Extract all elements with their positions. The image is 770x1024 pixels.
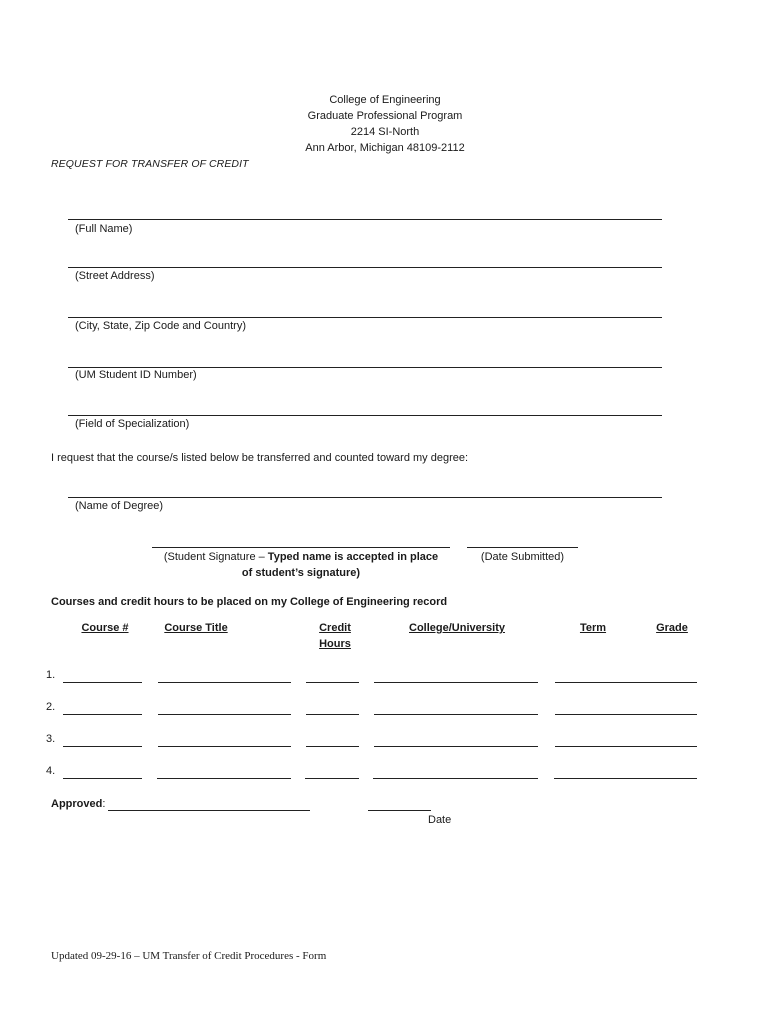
header-address: 2214 SI-North — [350, 126, 420, 138]
signature-label-bold: Typed name is accepted in place — [267, 551, 439, 563]
degree-field[interactable] — [68, 497, 662, 498]
row1-credit-hours[interactable] — [306, 682, 359, 683]
row2-course-number[interactable] — [63, 714, 142, 715]
signature-label — [152, 549, 450, 581]
row3-term-grade[interactable] — [555, 746, 697, 747]
row4-term-grade[interactable] — [554, 778, 697, 779]
row3-credit-hours[interactable] — [306, 746, 359, 747]
col-credit-label: Credit — [319, 622, 351, 634]
signature-label-prefix: (Student Signature – — [163, 551, 268, 563]
full-name-field[interactable] — [68, 219, 662, 220]
row2-course-title[interactable] — [158, 714, 291, 715]
col-course-number: Course # — [81, 622, 129, 634]
row1-term-grade[interactable] — [555, 682, 697, 683]
col-hours-label: Hours — [319, 638, 351, 650]
row2-college[interactable] — [374, 714, 538, 715]
col-college: College/University — [409, 622, 505, 634]
row4-course-title[interactable] — [157, 778, 291, 779]
col-term: Term — [579, 622, 607, 634]
row3-college[interactable] — [374, 746, 538, 747]
row4-credit-hours[interactable] — [305, 778, 359, 779]
row2-credit-hours[interactable] — [306, 714, 359, 715]
courses-heading: Courses and credit hours to be placed on my College of Engineering record — [51, 596, 448, 608]
specialization-field[interactable] — [68, 415, 662, 416]
header-city: Ann Arbor, Michigan 48109-2112 — [305, 142, 465, 154]
row3-course-number[interactable] — [63, 746, 142, 747]
approved-label-colon: : — [102, 798, 106, 810]
col-grade: Grade — [656, 622, 688, 634]
row1-course-number[interactable] — [63, 682, 142, 683]
approved-label — [51, 798, 105, 810]
approval-date-label: Date — [428, 814, 452, 826]
specialization-label: (Field of Specialization) — [75, 418, 190, 430]
full-name-label: (Full Name) — [75, 223, 133, 235]
row-number-1: 1. — [46, 669, 56, 681]
row4-course-number[interactable] — [63, 778, 142, 779]
header-program: Graduate Professional Program — [307, 110, 463, 122]
signature-label-line2: of student’s signature) — [241, 567, 361, 579]
street-address-field[interactable] — [68, 267, 662, 268]
approved-label-text: Approved — [51, 798, 103, 810]
date-submitted-field[interactable] — [467, 547, 578, 548]
approval-date-field[interactable] — [368, 810, 431, 811]
student-id-field[interactable] — [68, 367, 662, 368]
student-id-label: (UM Student ID Number) — [75, 369, 197, 381]
form-title: REQUEST FOR TRANSFER OF CREDIT — [51, 158, 249, 170]
row-number-2: 2. — [46, 701, 56, 713]
row4-college[interactable] — [373, 778, 538, 779]
degree-label: (Name of Degree) — [75, 500, 164, 512]
approved-signature-field[interactable] — [108, 810, 310, 811]
header-college: College of Engineering — [329, 94, 441, 106]
signature-field[interactable] — [152, 547, 450, 548]
row3-course-title[interactable] — [158, 746, 291, 747]
col-credit-hours — [305, 620, 365, 652]
date-submitted-label: (Date Submitted) — [480, 551, 565, 563]
request-text: I request that the course/s listed below be transferred and counted toward my degree: — [51, 452, 469, 464]
city-state-label: (City, State, Zip Code and Country) — [75, 320, 246, 332]
row2-term-grade[interactable] — [555, 714, 697, 715]
col-course-title: Course Title — [164, 622, 228, 634]
row1-course-title[interactable] — [158, 682, 291, 683]
city-state-field[interactable] — [68, 317, 662, 318]
footer-text: Updated 09-29-16 – UM Transfer of Credit Procedures - Form — [51, 950, 327, 962]
row-number-4: 4. — [46, 765, 56, 777]
street-address-label: (Street Address) — [75, 270, 155, 282]
row-number-3: 3. — [46, 733, 56, 745]
row1-college[interactable] — [374, 682, 538, 683]
